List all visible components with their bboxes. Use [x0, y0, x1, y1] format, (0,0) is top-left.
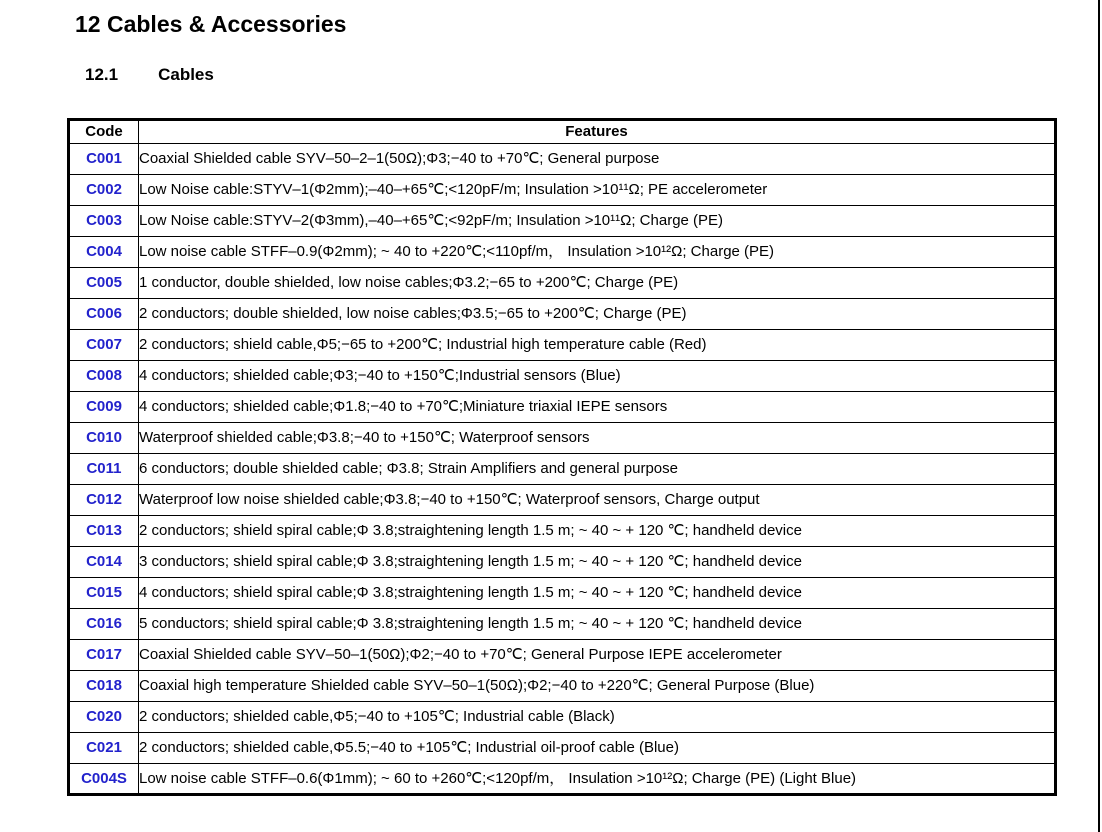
features-cell: Low noise cable STFF–0.6(Φ1mm); ~ 60 to +260℃;<120pf/m， Insulation >10¹²Ω; Charge (PE) (Light Blue)	[139, 764, 1056, 795]
subsection-label: Cables	[158, 65, 214, 84]
code-cell: C004S	[69, 764, 139, 795]
table-row	[69, 733, 1056, 764]
table-row	[69, 485, 1056, 516]
table-row	[69, 330, 1056, 361]
features-cell: Waterproof shielded cable;Φ3.8;−40 to +150℃; Waterproof sensors	[139, 423, 1056, 454]
features-cell: 2 conductors; shield cable,Φ5;−65 to +200℃; Industrial high temperature cable (Red)	[139, 330, 1056, 361]
code-cell: C014	[69, 547, 139, 578]
table-row	[69, 299, 1056, 330]
code-cell: C021	[69, 733, 139, 764]
code-column-header: Code	[69, 120, 139, 144]
code-cell: C015	[69, 578, 139, 609]
table-row	[69, 206, 1056, 237]
features-cell: Coaxial Shielded cable SYV–50–2–1(50Ω);Φ3;−40 to +70℃; General purpose	[139, 144, 1056, 175]
code-cell: C018	[69, 671, 139, 702]
code-cell: C009	[69, 392, 139, 423]
table-row	[69, 640, 1056, 671]
code-cell: C005	[69, 268, 139, 299]
features-cell: 4 conductors; shielded cable;Φ3;−40 to +150℃;Industrial sensors (Blue)	[139, 361, 1056, 392]
table-row	[69, 175, 1056, 206]
code-cell: C006	[69, 299, 139, 330]
table-row	[69, 702, 1056, 733]
features-column-header: Features	[139, 120, 1056, 144]
code-cell: C012	[69, 485, 139, 516]
table-row	[69, 516, 1056, 547]
features-cell: Low Noise cable:STYV–1(Φ2mm);–40–+65℃;<120pF/m; Insulation >10¹¹Ω; PE accelerometer	[139, 175, 1056, 206]
code-cell: C016	[69, 609, 139, 640]
table-row	[69, 237, 1056, 268]
code-cell: C013	[69, 516, 139, 547]
table-row	[69, 454, 1056, 485]
features-cell: 2 conductors; shield spiral cable;Φ 3.8;straightening length 1.5 m; ~ 40 ~ + 120 ℃; handheld device	[139, 516, 1056, 547]
table-row	[69, 392, 1056, 423]
table-row	[69, 423, 1056, 454]
features-cell: 1 conductor, double shielded, low noise cables;Φ3.2;−65 to +200℃; Charge (PE)	[139, 268, 1056, 299]
features-cell: Low Noise cable:STYV–2(Φ3mm),–40–+65℃;<92pF/m; Insulation >10¹¹Ω; Charge (PE)	[139, 206, 1056, 237]
table-row	[69, 547, 1056, 578]
features-cell: 2 conductors; shielded cable,Φ5;−40 to +105℃; Industrial cable (Black)	[139, 702, 1056, 733]
table-header-row	[69, 120, 1056, 144]
features-cell: Coaxial Shielded cable SYV–50–1(50Ω);Φ2;−40 to +70℃; General Purpose IEPE accelerometer	[139, 640, 1056, 671]
features-cell: 2 conductors; shielded cable,Φ5.5;−40 to +105℃; Industrial oil-proof cable (Blue)	[139, 733, 1056, 764]
page-border-right-line	[1098, 0, 1100, 832]
cables-table	[67, 118, 1057, 796]
code-cell: C008	[69, 361, 139, 392]
section-title: 12 Cables & Accessories	[75, 11, 347, 37]
table-row	[69, 609, 1056, 640]
features-cell: 5 conductors; shield spiral cable;Φ 3.8;straightening length 1.5 m; ~ 40 ~ + 120 ℃; handheld device	[139, 609, 1056, 640]
table-row	[69, 578, 1056, 609]
table-row	[69, 268, 1056, 299]
table-row	[69, 671, 1056, 702]
features-cell: 2 conductors; double shielded, low noise cables;Φ3.5;−65 to +200℃; Charge (PE)	[139, 299, 1056, 330]
code-cell: C010	[69, 423, 139, 454]
features-cell: 4 conductors; shield spiral cable;Φ 3.8;straightening length 1.5 m; ~ 40 ~ + 120 ℃; handheld device	[139, 578, 1056, 609]
code-cell: C003	[69, 206, 139, 237]
subsection-number: 12.1	[85, 65, 119, 84]
table-row	[69, 764, 1056, 795]
table-rows	[69, 144, 1056, 795]
table-row	[69, 144, 1056, 175]
features-cell: Low noise cable STFF–0.9(Φ2mm); ~ 40 to +220℃;<110pf/m， Insulation >10¹²Ω; Charge (PE)	[139, 237, 1056, 268]
features-cell: 3 conductors; shield spiral cable;Φ 3.8;straightening length 1.5 m; ~ 40 ~ + 120 ℃; handheld device	[139, 547, 1056, 578]
features-cell: 6 conductors; double shielded cable; Φ3.8; Strain Amplifiers and general purpose	[139, 454, 1056, 485]
features-cell: Coaxial high temperature Shielded cable SYV–50–1(50Ω);Φ2;−40 to +220℃; General Purpose (Blue)	[139, 671, 1056, 702]
code-cell: C017	[69, 640, 139, 671]
code-cell: C007	[69, 330, 139, 361]
code-cell: C002	[69, 175, 139, 206]
table-row	[69, 361, 1056, 392]
code-cell: C020	[69, 702, 139, 733]
code-cell: C004	[69, 237, 139, 268]
features-cell: Waterproof low noise shielded cable;Φ3.8;−40 to +150℃; Waterproof sensors, Charge output	[139, 485, 1056, 516]
code-cell: C011	[69, 454, 139, 485]
features-cell: 4 conductors; shielded cable;Φ1.8;−40 to +70℃;Miniature triaxial IEPE sensors	[139, 392, 1056, 423]
subsection-title	[85, 65, 214, 85]
code-cell: C001	[69, 144, 139, 175]
